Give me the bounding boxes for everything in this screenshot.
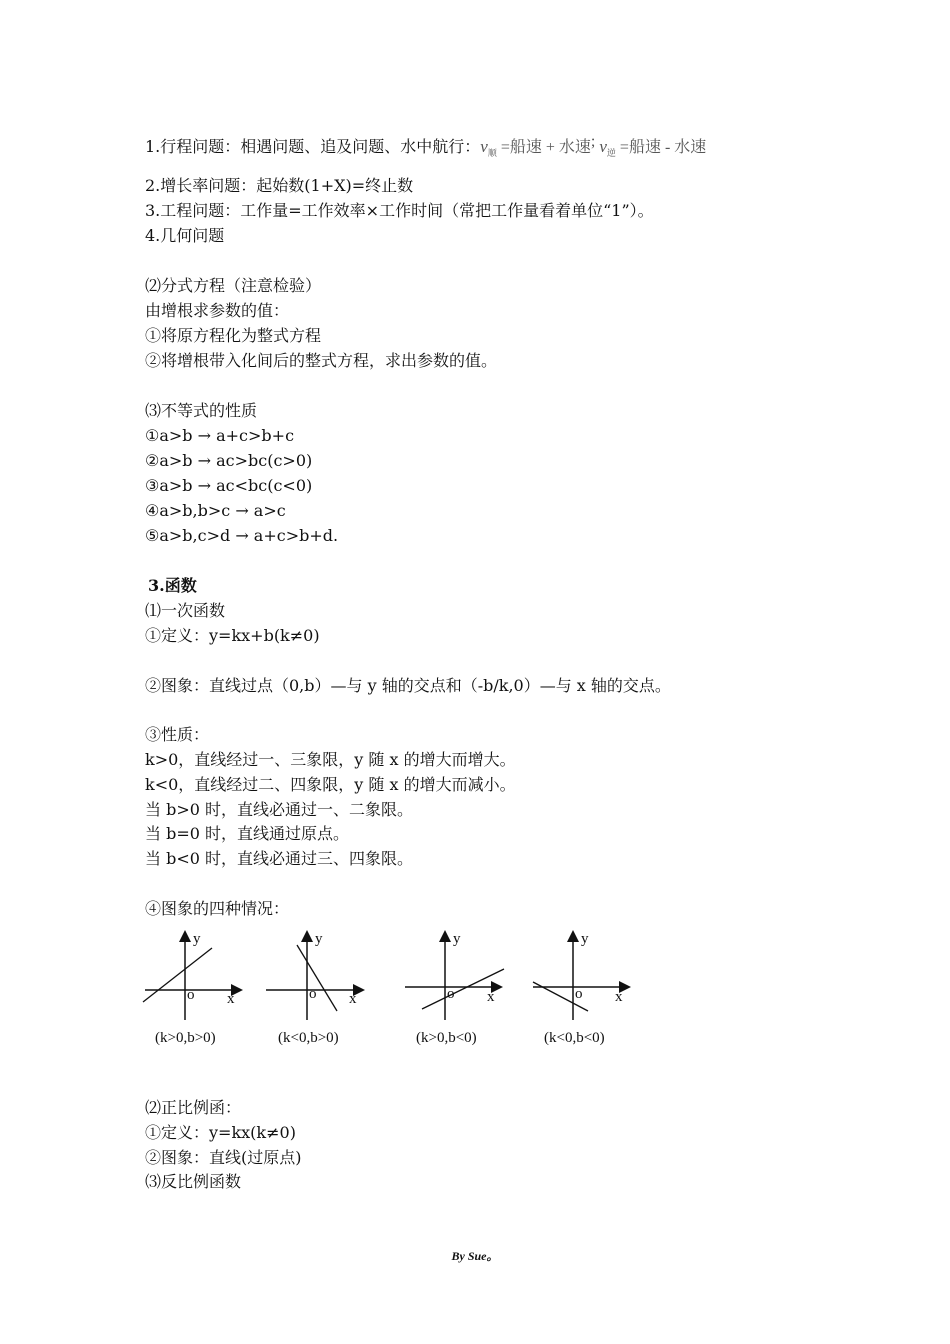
graph-caption: (k<0,b>0)	[278, 1030, 339, 1046]
fraction-eq-step: ②将增根带入化间后的整式方程，求出参数的值。	[145, 351, 498, 370]
travel-problem-line	[145, 131, 706, 164]
x-axis-label: x	[615, 989, 623, 1005]
function-line	[297, 945, 337, 1011]
origin-label: o	[447, 986, 455, 1002]
growth-rate-line: 2.增长率问题：起始数(1+X)=终止数	[145, 176, 414, 195]
graph-caption: (k>0,b>0)	[155, 1030, 216, 1046]
graph-cases-title: ④图象的四种情况：	[145, 899, 290, 918]
x-axis-label: x	[349, 991, 357, 1007]
inequality-title: ⑶不等式的性质	[145, 401, 258, 420]
linear-function-property: 当 b=0 时，直线通过原点。	[145, 824, 350, 843]
inequality-prop: ②a>b → ac>bc(c>0)	[145, 451, 313, 470]
linear-function-title: ⑴一次函数	[145, 601, 226, 620]
graph-k-neg-b-pos	[262, 925, 372, 1020]
y-axis-label: y	[581, 931, 589, 947]
y-axis-label: y	[453, 931, 461, 947]
speed-formula: $v_顺$ =船速 + 水速; $v_逆$ =船速 - 水速	[480, 133, 707, 159]
graph-caption: (k<0,b<0)	[544, 1030, 605, 1046]
proportional-function-title: ⑵正比例函：	[145, 1098, 242, 1117]
linear-function-property: 当 b<0 时，直线必通过三、四象限。	[145, 849, 414, 868]
x-axis-label: x	[227, 991, 235, 1007]
graph-k-neg-b-neg	[528, 925, 638, 1020]
x-axis-label: x	[487, 989, 495, 1005]
linear-function-property: 当 b>0 时，直线必通过一、二象限。	[145, 800, 414, 819]
origin-label: o	[309, 986, 317, 1002]
fraction-eq-step: ①将原方程化为整式方程	[145, 326, 322, 345]
origin-label: o	[575, 986, 583, 1002]
footer-signature: By Sue。	[451, 1249, 499, 1263]
linear-function-property: k<0，直线经过二、四象限，y 随 x 的增大而减小。	[145, 775, 516, 794]
proportional-function-definition: ①定义：y=kx(k≠0)	[145, 1123, 296, 1142]
travel-problem-text: 1.行程问题：相遇问题、追及问题、水中航行：	[145, 137, 481, 156]
inverse-function-title: ⑶反比例函数	[145, 1172, 242, 1191]
fraction-eq-title: ⑵分式方程（注意检验）	[145, 276, 322, 295]
function-line	[143, 948, 212, 1002]
linear-function-property-title: ③性质：	[145, 725, 210, 744]
linear-function-definition: ①定义：y=kx+b(k≠0)	[145, 626, 320, 645]
y-axis-label: y	[315, 931, 323, 947]
inequality-prop: ⑤a>b,c>d → a+c>b+d.	[145, 526, 339, 545]
geometry-problem-line: 4.几何问题	[145, 226, 225, 245]
linear-function-property: k>0，直线经过一、三象限，y 随 x 的增大而增大。	[145, 750, 516, 769]
fraction-eq-subtitle: 由增根求参数的值：	[145, 301, 290, 320]
functions-heading: 3.函数	[148, 576, 197, 595]
proportional-function-graph: ②图象：直线(过原点)	[145, 1148, 302, 1167]
graph-k-pos-b-neg	[400, 925, 510, 1020]
inequality-prop: ①a>b → a+c>b+c	[145, 426, 295, 445]
graph-k-pos-b-pos	[140, 925, 250, 1020]
work-problem-line: 3.工程问题：工作量=工作效率×工作时间（常把工作量看着单位“1”）。	[145, 201, 654, 220]
inequality-prop: ③a>b → ac<bc(c<0)	[145, 476, 313, 495]
graph-caption: (k>0,b<0)	[416, 1030, 477, 1046]
y-axis-label: y	[193, 931, 201, 947]
linear-function-graph: ②图象：直线过点（0,b）—与 y 轴的交点和（-b/k,0）—与 x 轴的交点。	[145, 676, 671, 695]
origin-label: o	[187, 987, 195, 1003]
inequality-prop: ④a>b,b>c → a>c	[145, 501, 286, 520]
